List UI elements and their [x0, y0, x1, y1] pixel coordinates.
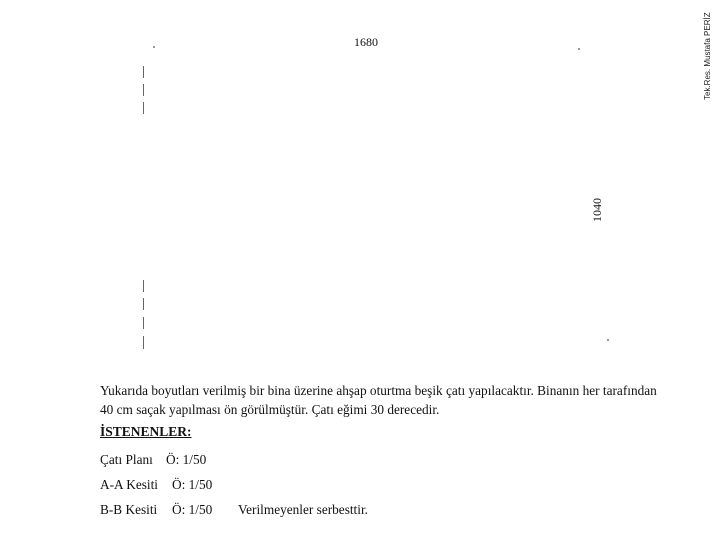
corner-mark — [607, 339, 609, 341]
dash-line-segment — [143, 280, 144, 292]
requirement-name: A-A Kesiti — [100, 477, 158, 492]
requirements-note: Verilmeyenler serbesttir. — [238, 502, 368, 517]
task-description: Yukarıda boyutları verilmiş bir bina üzerine ahşap oturtma beşik çatı yapılacaktır. Binanın her tarafından 40 cm saçak yapılması ön görülmüştür. Çatı eğimi 30 derecedir. — [100, 383, 657, 417]
dash-line-segment — [143, 336, 144, 349]
corner-mark — [153, 46, 155, 48]
requirement-name: Çatı Planı — [100, 452, 153, 467]
dash-line-segment — [143, 102, 144, 114]
dash-line-segment — [143, 317, 144, 329]
dash-line-segment — [143, 66, 144, 78]
requirement-name: B-B Kesiti — [100, 502, 158, 517]
height-dimension-label: 1040 — [590, 198, 604, 222]
requirements-title: İSTENENLER: — [100, 424, 192, 439]
dash-line-segment — [143, 84, 144, 96]
requirement-scale: Ö: 1/50 — [172, 502, 213, 517]
author-note: Tek.Res. Mustafa PERİZ — [703, 12, 712, 100]
requirement-scale: Ö: 1/50 — [172, 477, 213, 492]
requirement-scale: Ö: 1/50 — [166, 452, 207, 467]
dash-line-segment — [143, 298, 144, 310]
requirement-row — [100, 452, 206, 468]
requirement-row — [100, 477, 212, 493]
width-dimension-label: 1680 — [354, 35, 378, 49]
corner-mark — [578, 48, 580, 50]
requirement-row — [100, 502, 368, 518]
